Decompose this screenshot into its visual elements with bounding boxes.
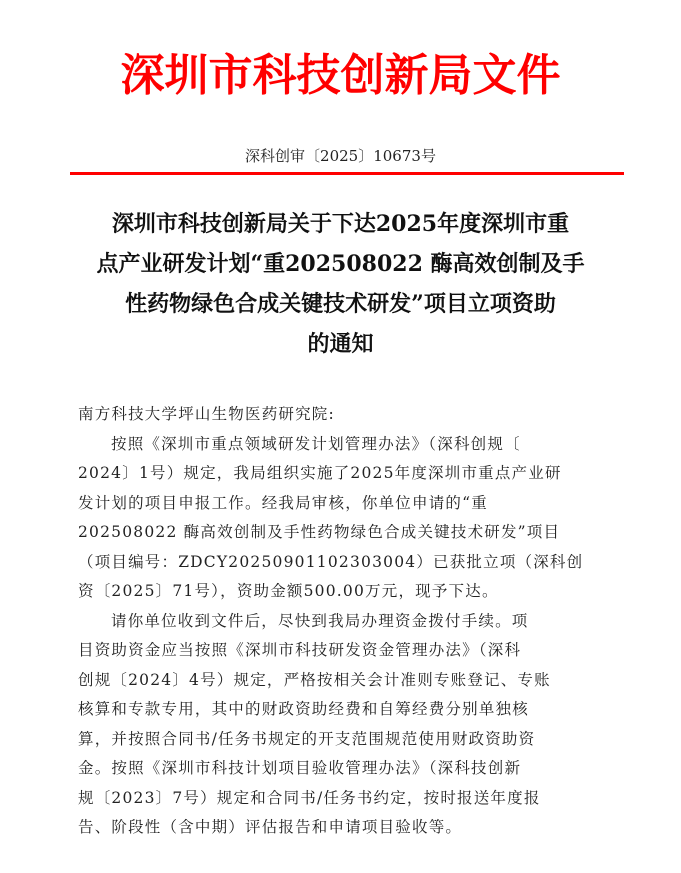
document-number: 深科创审〔2025〕10673号 [245, 147, 436, 165]
body-line: 请你单位收到文件后，尽快到我局办理资金拨付手续。项 [111, 611, 529, 630]
body-line: 规〔2023〕7号）规定和合同书/任务书约定，按时报送年度报 [78, 788, 541, 807]
red-divider-rule [70, 172, 624, 175]
body-line: 算，并按照合同书/任务书规定的开支范围规范使用财政资助资 [78, 729, 536, 748]
body-line: 告、阶段性（含中期）评估报告和申请项目验收等。 [78, 818, 463, 836]
recipient-line: 南方科技大学坪山生物医药研究院: [78, 405, 335, 423]
body-line: 创规〔2024〕4号）规定，严格按相关会计准则专账登记、专账 [78, 670, 551, 689]
title-line: 的通知 [307, 331, 374, 357]
body-line: 202508022 酶高效创制及手性药物绿色合成关键技术研发”项目 [78, 523, 561, 541]
title-line: 性药物绿色合成关键技术研发”项目立项资助 [125, 291, 556, 317]
body-line: 按照《深圳市重点领域研发计划管理办法》（深科创规〔 [111, 434, 521, 453]
title-line: 点产业研发计划“重202508022 酶高效创制及手 [96, 251, 585, 277]
body-line: 核算和专款专用，其中的财政资助经费和自筹经费分别单独核 [78, 700, 529, 718]
body-line: 目资助资金应当按照《深圳市科技研发资金管理办法》（深科 [78, 641, 522, 659]
notice-body [78, 400, 608, 843]
body-line: 发计划的项目申报工作。经我局审核，你单位申请的“重 [78, 493, 488, 512]
masthead-title: 深圳市科技创新局文件 [120, 50, 561, 101]
notice-title [60, 204, 621, 364]
body-line: （项目编号：ZDCY20250901102303004）已获批立项（深科创 [78, 552, 584, 571]
title-line: 深圳市科技创新局关于下达2025年度深圳市重 [111, 211, 570, 237]
body-line: 2024〕1号）规定，我局组织实施了2025年度深圳市重点产业研 [78, 464, 562, 482]
body-line: 金。按照《深圳市科技计划项目验收管理办法》（深科技创新 [78, 759, 522, 777]
body-line: 资〔2025〕71号），资助金额500.00万元，现予下达。 [78, 582, 499, 600]
